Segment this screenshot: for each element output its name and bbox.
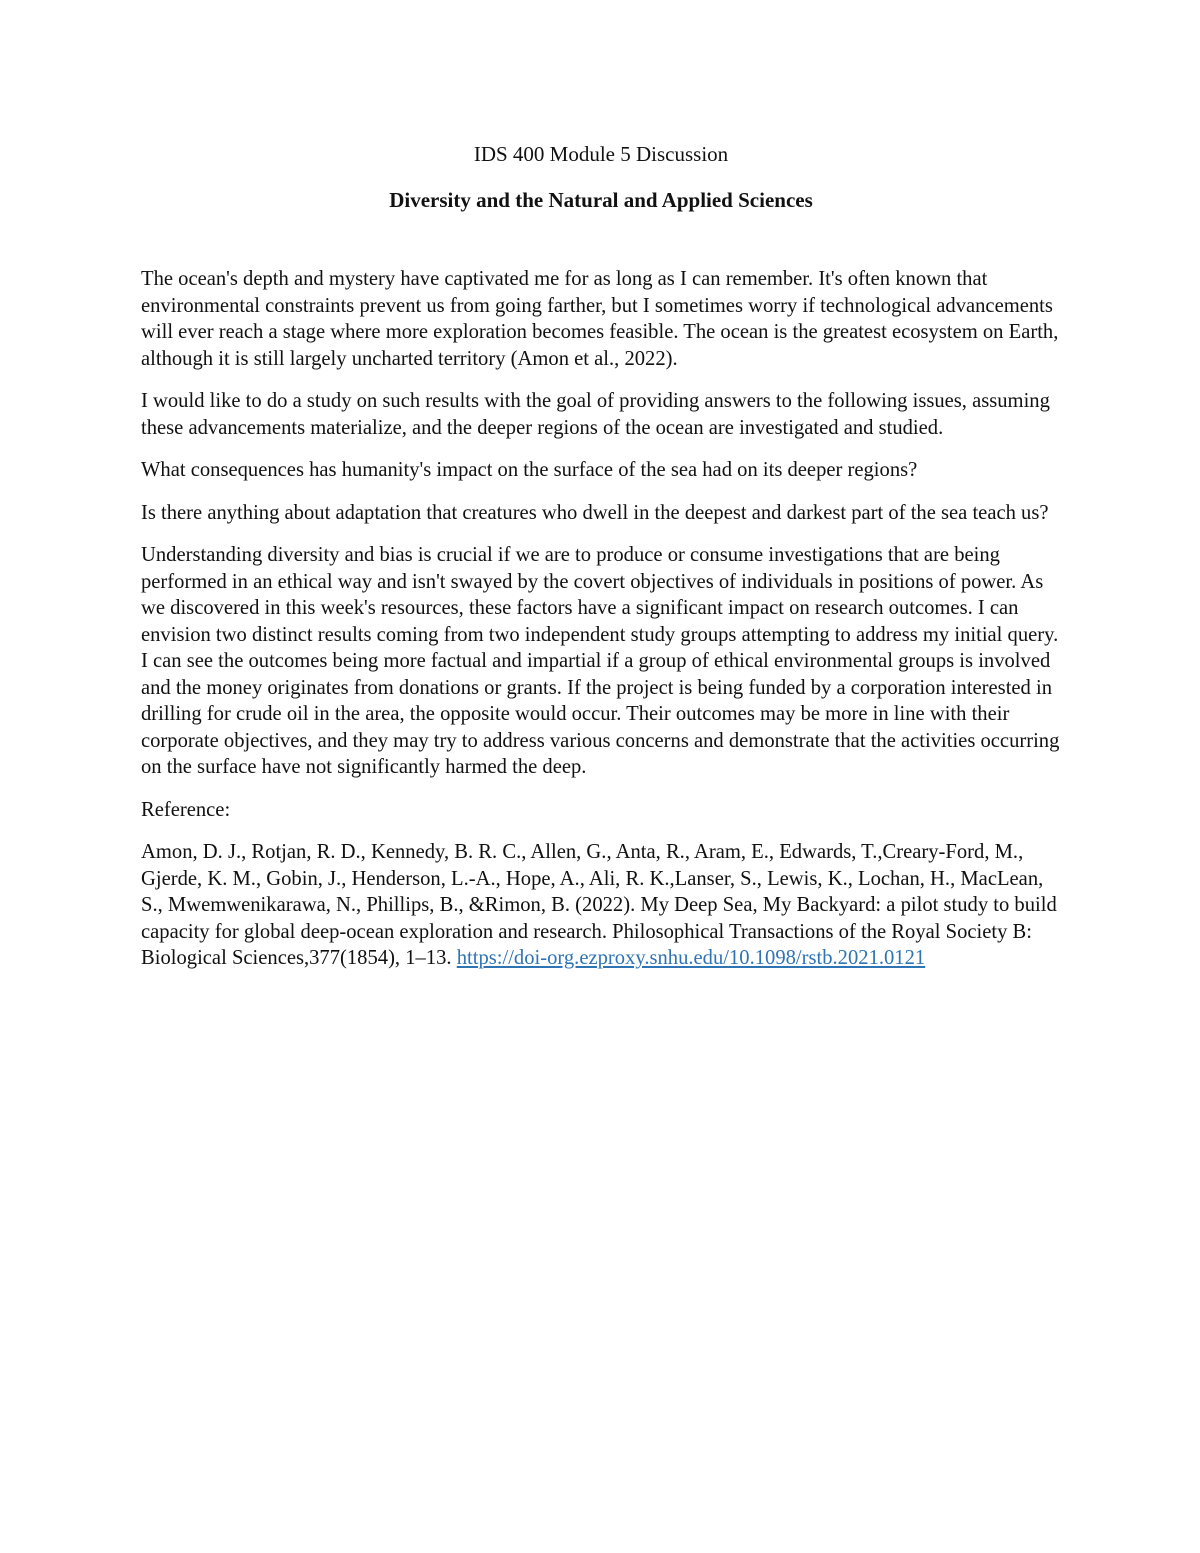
paragraph-study-goal: I would like to do a study on such results with the goal of providing answers to the following issues, assuming these advancements materialize, and the deeper regions of the ocean are investigated and studied.	[141, 390, 1050, 439]
paragraph-question-2: Is there anything about adaptation that creatures who dwell in the deepest and darkest part of the sea teach us?	[141, 501, 1049, 524]
document-heading: Diversity and the Natural and Applied Sciences	[389, 188, 813, 212]
paragraph-question-1: What consequences has humanity's impact on the surface of the sea had on its deeper regions?	[141, 459, 918, 481]
reference-entry	[141, 839, 1061, 972]
doi-link[interactable]: https://doi-org.ezproxy.snhu.edu/10.1098/rstb.2021.0121	[456, 947, 926, 969]
course-title: IDS 400 Module 5 Discussion	[473, 142, 729, 166]
document-body	[141, 139, 1061, 972]
reference-label: Reference:	[141, 798, 231, 821]
reference-citation-text: Amon, D. J., Rotjan, R. D., Kennedy, B. R. C., Allen, G., Anta, R., Aram, E., Edwards, T.,Creary-Ford, M., Gjerde, K. M., Gobin, J., Henderson, L.-A., Hope, A., Ali, R. K.,Lanser, S., Lewis, K., Lochan, H., MacLean, S., Mwemwenikarawa, N., Phillips, B., &Rimon, B. (2022). My Deep Sea, My Backyard: a pilot study to build capacity for global deep-ocean exploration and research. Philosophical Transactions of the Royal Society B: Biological Sciences,377(1854), 1–13.	[141, 841, 1057, 969]
paragraph-intro: The ocean's depth and mystery have captivated me for as long as I can remember. It's often known that environmental constraints prevent us from going farther, but I sometimes worry if technological advancements will ever reach a stage where more exploration becomes feasible. The ocean is the greatest ecosystem on Earth, although it is still largely uncharted territory (Amon et al., 2022).	[141, 268, 1059, 370]
paragraph-diversity-bias: Understanding diversity and bias is crucial if we are to produce or consume investigations that are being performed in an ethical way and isn't swayed by the covert objectives of individuals in positions of power. As we discovered in this week's resources, these factors have a significant impact on research outcomes. I can envision two distinct results coming from two independent study groups attempting to address my initial query. I can see the outcomes being more factual and impartial if a group of ethical environmental groups is involved and the money originates from donations or grants. If the project is being funded by a corporation interested in drilling for crude oil in the area, the opposite would occur. Their outcomes may be more in line with their corporate objectives, and they may try to address various concerns and demonstrate that the activities occurring on the surface have not significantly harmed the deep.	[141, 544, 1060, 778]
